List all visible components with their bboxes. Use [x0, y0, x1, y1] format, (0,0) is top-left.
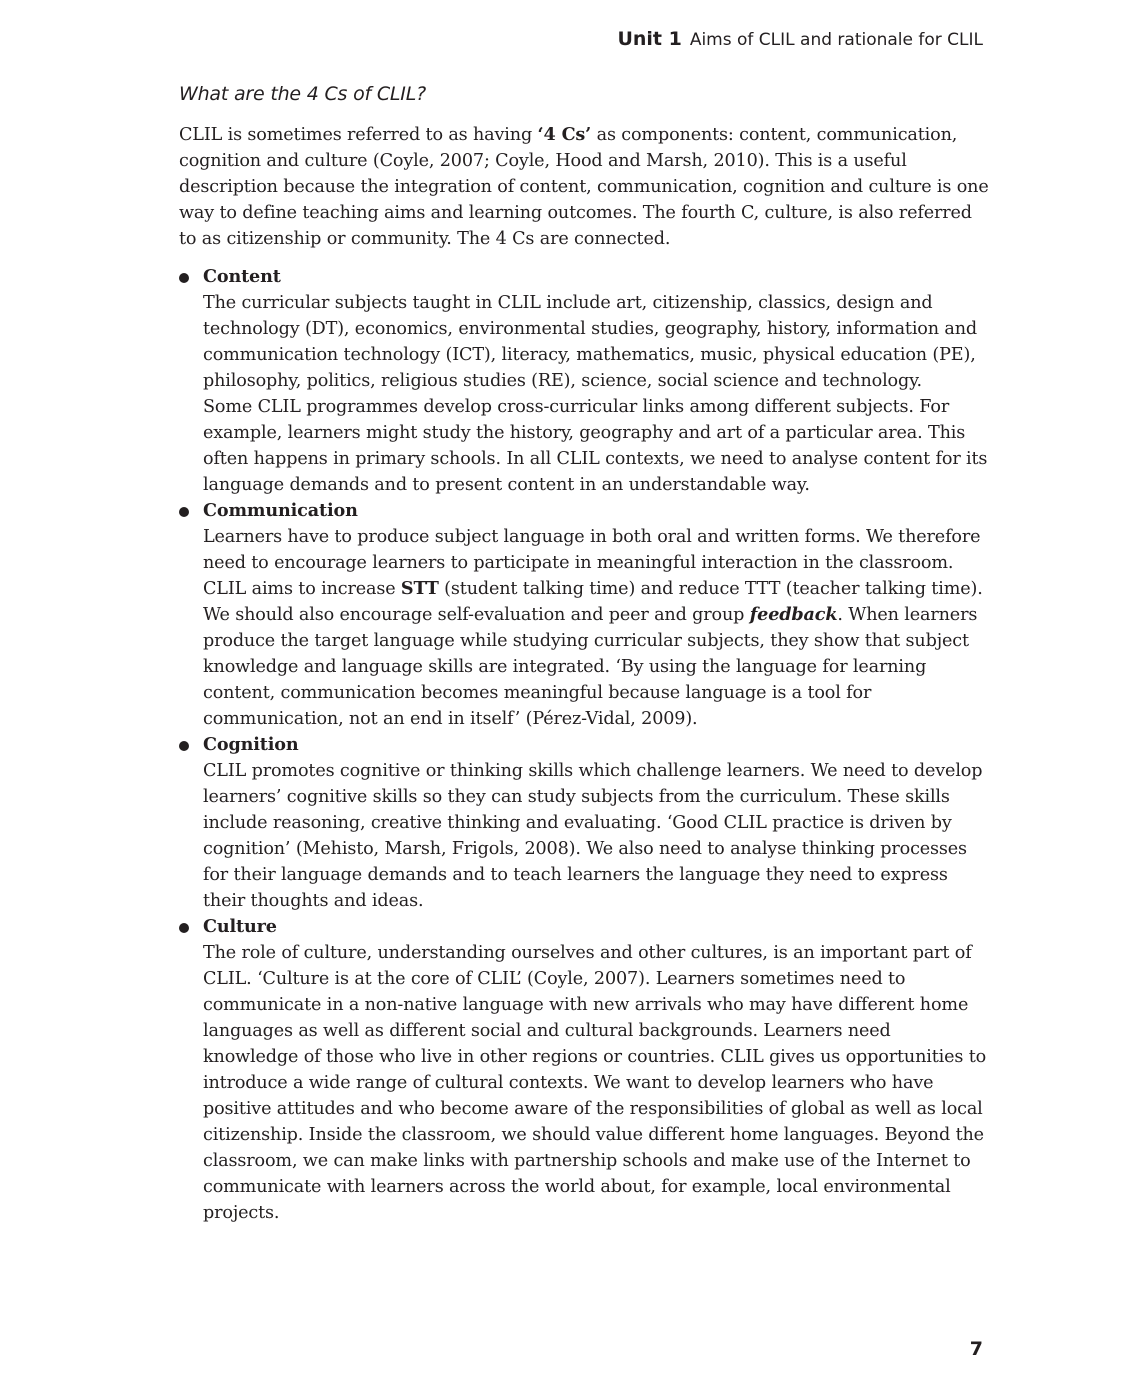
item-paragraph: Some CLIL programmes develop cross-curricular links among different subjects. For example, learners might study the history, geography and art of a particular area. This often happens in primary schools. In all CLIL contexts, we need to analyse content for its language demands and to present content in an understandable way.: [203, 397, 988, 495]
section-heading: What are the 4 Cs of CLIL?: [179, 83, 426, 105]
bullet-icon: [179, 507, 189, 517]
item-paragraph: CLIL promotes cognitive or thinking skills which challenge learners. We need to develop learners’ cognitive skills so they can study subjects from the curriculum. These skills include reasoning, creative thinking and evaluating. ‘Good CLIL practice is driven by cognition’ (Mehisto, Marsh, Frigols, 2008). We also need to analyse thinking processes for their language demands and to teach learners the language they need to express their thoughts and ideas.: [203, 761, 983, 911]
bullet-icon: [179, 923, 189, 933]
bullet-icon: [179, 273, 189, 283]
item-title: Communication: [203, 500, 358, 521]
list-item-content: [179, 264, 989, 498]
page-content: [179, 80, 989, 1226]
list-item-cognition: [179, 732, 989, 914]
intro-text-after: as components: content, communication, cognition and culture (Coyle, 2007; Coyle, Hood and Marsh, 2010). This is a useful description because the integration of content, communication, cognition and culture is one way to define teaching aims and learning outcomes. The fourth C, culture, is also referred to as citizenship or community. The 4 Cs are connected.: [179, 125, 989, 249]
intro-bold-term: ‘4 Cs’: [537, 124, 592, 145]
text-segment: Learners have to produce subject language in both oral and written forms. We therefore need to encourage learners to participate in meaningful interaction in the classroom. CLIL aims to increase: [203, 527, 981, 599]
intro-text-before: CLIL is sometimes referred to as having: [179, 125, 538, 145]
text-segment: . When learners produce the target language while studying curricular subjects, they show that subject knowledge and language skills are integrated. ‘By using the language for learning content, communication becomes meaningful because language is a tool for communication, not an end in itself’ (Pérez-Vidal, 2009).: [203, 605, 978, 729]
item-title: Cognition: [203, 734, 299, 755]
item-title: Culture: [203, 916, 277, 937]
item-paragraph: The role of culture, understanding ourselves and other cultures, is an important part of CLIL. ‘Culture is at the core of CLIL’ (Coyle, 2007). Learners sometimes need to communicate in a non-native language with new arrivals who may have different home languages as well as different social and cultural backgrounds. Learners need knowledge of those who live in other regions or countries. CLIL gives us opportunities to introduce a wide range of cultural contexts. We want to develop learners who have positive attitudes and who become aware of the responsibilities of global as well as local citizenship. Inside the classroom, we should value different home languages. Beyond the classroom, we can make links with partnership schools and make use of the Internet to communicate with learners across the world about, for example, local environmental projects.: [203, 943, 987, 1223]
item-paragraph: [203, 524, 989, 732]
four-cs-list: [179, 264, 989, 1226]
bold-italic-term: feedback: [749, 604, 838, 625]
text-segment: (student talking time) and reduce TTT (teacher talking time). We should also encourage self-evaluation and peer and group: [203, 579, 983, 625]
bullet-icon: [179, 741, 189, 751]
unit-label: Unit 1: [617, 28, 682, 50]
list-item-culture: [179, 914, 989, 1226]
unit-title: Aims of CLIL and rationale for CLIL: [689, 30, 983, 50]
intro-paragraph: [179, 122, 989, 252]
page-number: 7: [969, 1338, 983, 1360]
item-title: Content: [203, 266, 281, 287]
bold-term: STT: [400, 578, 439, 599]
item-paragraph: The curricular subjects taught in CLIL include art, citizenship, classics, design and technology (DT), economics, environmental studies, geography, history, information and communication technology (ICT), literacy, mathematics, music, physical education (PE), philosophy, politics, religious studies (RE), science, social science and technology.: [203, 293, 978, 391]
running-head: [617, 28, 983, 50]
list-item-communication: [179, 498, 989, 732]
